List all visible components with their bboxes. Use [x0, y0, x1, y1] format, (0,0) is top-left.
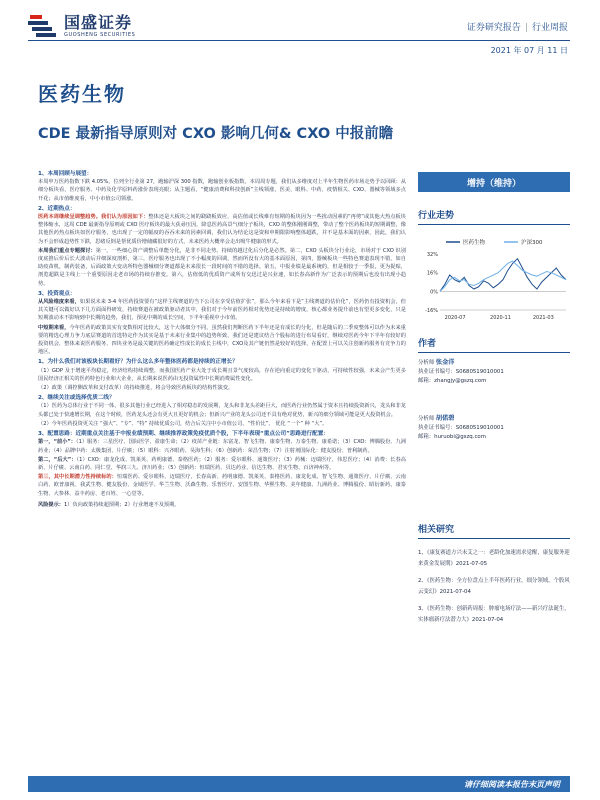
- report-date: 2021 年 07 月 11 日: [490, 46, 568, 55]
- x-tick-label: 2020-11: [490, 315, 511, 321]
- legend-label: 医药生物: [463, 240, 486, 246]
- highlight-text: 中短期来看，: [38, 324, 70, 331]
- paragraph: [38, 247, 406, 288]
- paragraph-text: （1）CXO：康龙化成、凯莱英、药明康德、泰格医药；（2）服务：爱尔眼科、通策医疗；（3）药械：迈瑞医疗、伟思医疗；（4）消费：长春高新、片仔癀、云南白药、同仁堂、华润三九、济川药业；（5）创新药：恒瑞医药、贝达药业、信达生物、君实生物、百济神州等。: [38, 456, 406, 471]
- section-heading: 1、本周回顾与展望：: [38, 171, 93, 177]
- brand-mark-icon: [28, 15, 58, 39]
- y-tick-label: 0%: [430, 289, 438, 296]
- section-heading: 2、继续关注或选择优质二线？: [38, 395, 115, 402]
- author-cert: 执业证书编号：S0680519010001: [418, 425, 504, 431]
- related-heading: 相关研究: [418, 525, 455, 535]
- paragraph: [38, 456, 406, 472]
- report-type-label: 证券研究报告: [466, 23, 521, 33]
- related-research-item[interactable]: 2、《医药生物：全方位盘点上半年医药行业，细分领域，个股风云变幻》2021-07-04: [418, 578, 570, 595]
- industry-trend-chart: [418, 236, 570, 322]
- author-role: 分析师: [418, 416, 435, 422]
- x-tick-label: 2020-07: [444, 315, 466, 321]
- series-line: [440, 261, 566, 291]
- author-cert: 执业证书编号：S0680519010001: [418, 369, 504, 375]
- paragraph: [38, 438, 406, 454]
- section-heading: 3、配置思路：近期重点关注基于中报业绩预期、继续推荐政策免疫优质个股，下半年表现“重点公司”思路进行配置：: [38, 431, 329, 438]
- trend-heading: 行业走势: [418, 211, 455, 221]
- author-heading: 作者: [418, 339, 437, 349]
- report-type: [467, 20, 568, 33]
- author-name: 张金洋: [435, 359, 455, 366]
- author-email[interactable]: 邮箱：zhangjy@gszq.com: [418, 378, 487, 384]
- highlight-text: 医药本周继续呈调整趋势。我们认为原因如下：: [38, 214, 149, 221]
- paragraph: [38, 324, 406, 357]
- report-type-separator: |: [524, 23, 528, 33]
- industry-name: 医药生物: [38, 82, 126, 106]
- author-name: 胡偌碧: [435, 415, 455, 422]
- author-role: 分析师: [418, 360, 435, 366]
- brand-name-en: GUOSHENG SECURITIES: [64, 32, 136, 38]
- highlight-text: 第三，其中长期潜力性持续标的：: [38, 474, 117, 481]
- legend-label: 沪深300: [521, 240, 543, 246]
- header-divider: [28, 40, 570, 41]
- paragraph-text: 今年医药的政策其实有变数相对比较大，这个大体细分不同，虽然我们判断医药下半年还是有成长的分化，但是随后的二季度整体可以作为未来重要的精选心理力争力底层赛道的首选特定作为其实是基于未来行业集中的趋势所致，我们还是建议结合个股标的进行布局看好，继续对医药今年下半年有较好的投资机会，整体来说医药服务、四块业务是最关键的医药确定性成长的成长主线中，CXO及其产链仍然是较好的选择，在配置上可以关注创新药服务有竞争力的地区。: [38, 324, 406, 356]
- section-heading: 1、为什么我们对该板块长期看好？为什么这么多年整体医药都是持续的正增长？: [38, 359, 238, 366]
- risk-warning: [38, 501, 406, 509]
- highlight-text: 第二，“后大”：: [38, 456, 77, 463]
- footer-disclaimer: 请仔细阅读本报告末页声明: [464, 780, 560, 789]
- related-research-list: [418, 548, 570, 632]
- report-body: [38, 168, 406, 758]
- related-divider: [418, 538, 570, 539]
- paragraph-text: 恒瑞医药、爱尔眼科、迈瑞医疗、长春高新、药明康德、凯莱英、泰格医药、康龙化成、智飞生物、通策医疗、片仔癀、云南白药、欧普康视、我武生物、健友股份、金域医学、华兰生物、沃森生物、乐普医疗、安图生物、华熙生物、美年健康、九洲药业、博腾股份、昭衍新药、康泰生物、大参林、益丰药房、老百姓、一心堂等。: [38, 474, 406, 497]
- related-research-item[interactable]: 1、《康复赛道方兴未艾之一：老龄化加速需求觉醒，康复服务迎来黄金发展期》2021-07-05: [418, 550, 570, 567]
- related-research-item[interactable]: 3、《医药生物：创新药周报：肿瘤电场疗法——新兴疗法诞生，实体瘤新疗法潜力大》2021-07-04: [418, 606, 570, 623]
- x-tick-label: 2021-03: [532, 315, 554, 321]
- page-title: CDE 最新指导原则对 CXO 影响几何& CXO 中报前瞻: [38, 126, 394, 142]
- rating-badge: 增持（维持）: [418, 172, 570, 192]
- author-card: [418, 414, 570, 442]
- risk-text: 1）负向政策持续超预期；2）行业增速不及预期。: [63, 501, 180, 508]
- highlight-text: 本周我们重点专题探讨：: [38, 247, 96, 254]
- paragraph: [38, 473, 406, 498]
- highlight-text: 从风险维度来看，: [38, 299, 80, 306]
- y-tick-label: 16%: [426, 270, 438, 277]
- trend-divider: [418, 224, 570, 225]
- paragraph-text: 如果说未来 3-4 年医药投资要有“这样主线赛道的当下公司在享受估值扩张”，那么今年来看下是“主线赛道的估价化”，医药仍有投资机会，但其关键可以做好以下几方面面得研发，持续赛道在被政策驱动者其中，我们对于今年前医药相对优势还是持续的增度，核心都业务提升前也有望更多变化，只是短期波动本不影响到中长期的趋势，我们，预见中期的成长空间，下半年重视中小市值。: [38, 299, 406, 322]
- paragraph-text: 整体还是大板块之间的跷跷板效应，高估值或长线难有短期的板块因为一些扰动因素的“再剪”或其他大热点板块整体缩水，这周 CDE 最新指导原则或 CXO 医疗板块的最大获尋压因，降息医药高景气细分子板块，CXO 的整体刚刚调整，带动了整个医药板块的短期调整，像其他医药热点板块如医疗服务，也出现了一定的幅度的吞吞未来的因素回调，我们认为结论这是资和申期限影响整体超跌，并不是基本面的因素，因此，我们认为不会形成趋势性下跌，思绪反倒是帮优质价增储藏很好的方式，未来医药大概率会走出吸牛健康的形式。: [38, 214, 406, 245]
- section-heading: 2、近期热点：: [38, 205, 76, 212]
- author-divider: [418, 352, 570, 353]
- paragraph: （1）医药为总体行业于不同一体，很多其他行业已经进入了相对稳态的发展期，龙头和非龙头差距巨大，而医药行业仍然属于资本且持续投资新兴，龙头和非龙头都已处于快速增长期，在这个时候，医药龙头还会有更大且更好的机会；但新兴产业的龙头公司还不具有绝对优势，新兴的细分领域可能是更大投资机会。: [38, 403, 406, 418]
- section-heading: 3、投资观点：: [38, 290, 76, 297]
- author-card: [418, 358, 570, 386]
- risk-label: 风险提示：: [38, 501, 64, 508]
- series-line: [440, 259, 566, 292]
- brand-logo: [28, 14, 135, 39]
- paragraph-text: 第一，一些细心资产调整后单能分化，是非不同走势。持续的越过化后分化是必然。第二，CXO 头板块分行业论，市场对于 CXO 识别度底推后价后长大波动后并细深度剖析，第三，医疗服务也出现了不小幅度的回调，然而所没有大的基本面原因，第四，器械板块一些特色赛道表现不错，如自助疫苗机，制药装备，后面政策大变动所特色器械细分赛道都是未来很长一段时间的不错的选择。第五，中报业绩是最系统的，但是相较于一季报，更为捉贴，剖览超跌是主线上一个重要原因走老市场的持续存推变。第六，估值低的优质资产或所有交迅过是兴业速，如长春高新作为广泛表示的预期后也没有出现小趋势。: [38, 247, 406, 287]
- paragraph: （1）GDP 及于增速平均稳定，经济结构持续调整，而我国医药产业大处于成长期且景气度较高，存在逆向重定的变化下驱动，可持续性较强，未来会产生更多国民经济正相关的医药特色行业和大企业，从长期来说医药由无投资属性中长期消费属性变化。: [38, 367, 406, 382]
- paragraph-text: （1）服务：三星医疗、国际医学、盈康生命；（2）疫苗产业链：东富龙、智飞生物、康泰生物、万泰生物、康希诺；（3）CXO：博腾股份、九洲药业；（4）品牌中药：太极集团、片仔癀；（5）眼科：兴齐眼药、昊海生科；（6）创新药：荣昌生物；（7）注射剂国际化：健友股份、普利制药。: [38, 439, 406, 454]
- author-email[interactable]: 邮箱：huruobi@gszq.com: [418, 434, 486, 440]
- brand-name-cn: 国盛证券: [64, 13, 133, 32]
- paragraph: [38, 298, 406, 323]
- report-sub-label: 行业周报: [531, 23, 568, 33]
- paragraph: （2）政策（调控侧改革和支付改革）的持续推进，将会导致医药板块的结构性演变。: [38, 385, 234, 392]
- paragraph: [38, 213, 406, 246]
- y-tick-label: 32%: [426, 252, 438, 258]
- y-tick-label: -16%: [425, 308, 438, 314]
- highlight-text: 第一，“前小”：: [38, 439, 77, 446]
- paragraph: 本周申万医药指数下跌 4.05%，位列全行业第 27，跑输沪深 300 指数，跑输创业板指数。本周周专题，我们从多维度对上半年生物医药市场走势予以回顾：从细分板块看，医疗服务、中药及化学原料药涨价表现亮眼；从主题看，“健康消费和科技创新”主线领涨，医美、眼科、中药、疫情相关、CXO、器械等领域多点开花；从市值维度看，中小市值公司领涨。: [38, 179, 406, 202]
- paragraph: （2）今年医药投资更关注 “强大”、“专”、“特” 持续优质公司，结合后关注中小市值公司、“性价比”、 优化 “一个” 种 “大”。: [38, 420, 328, 427]
